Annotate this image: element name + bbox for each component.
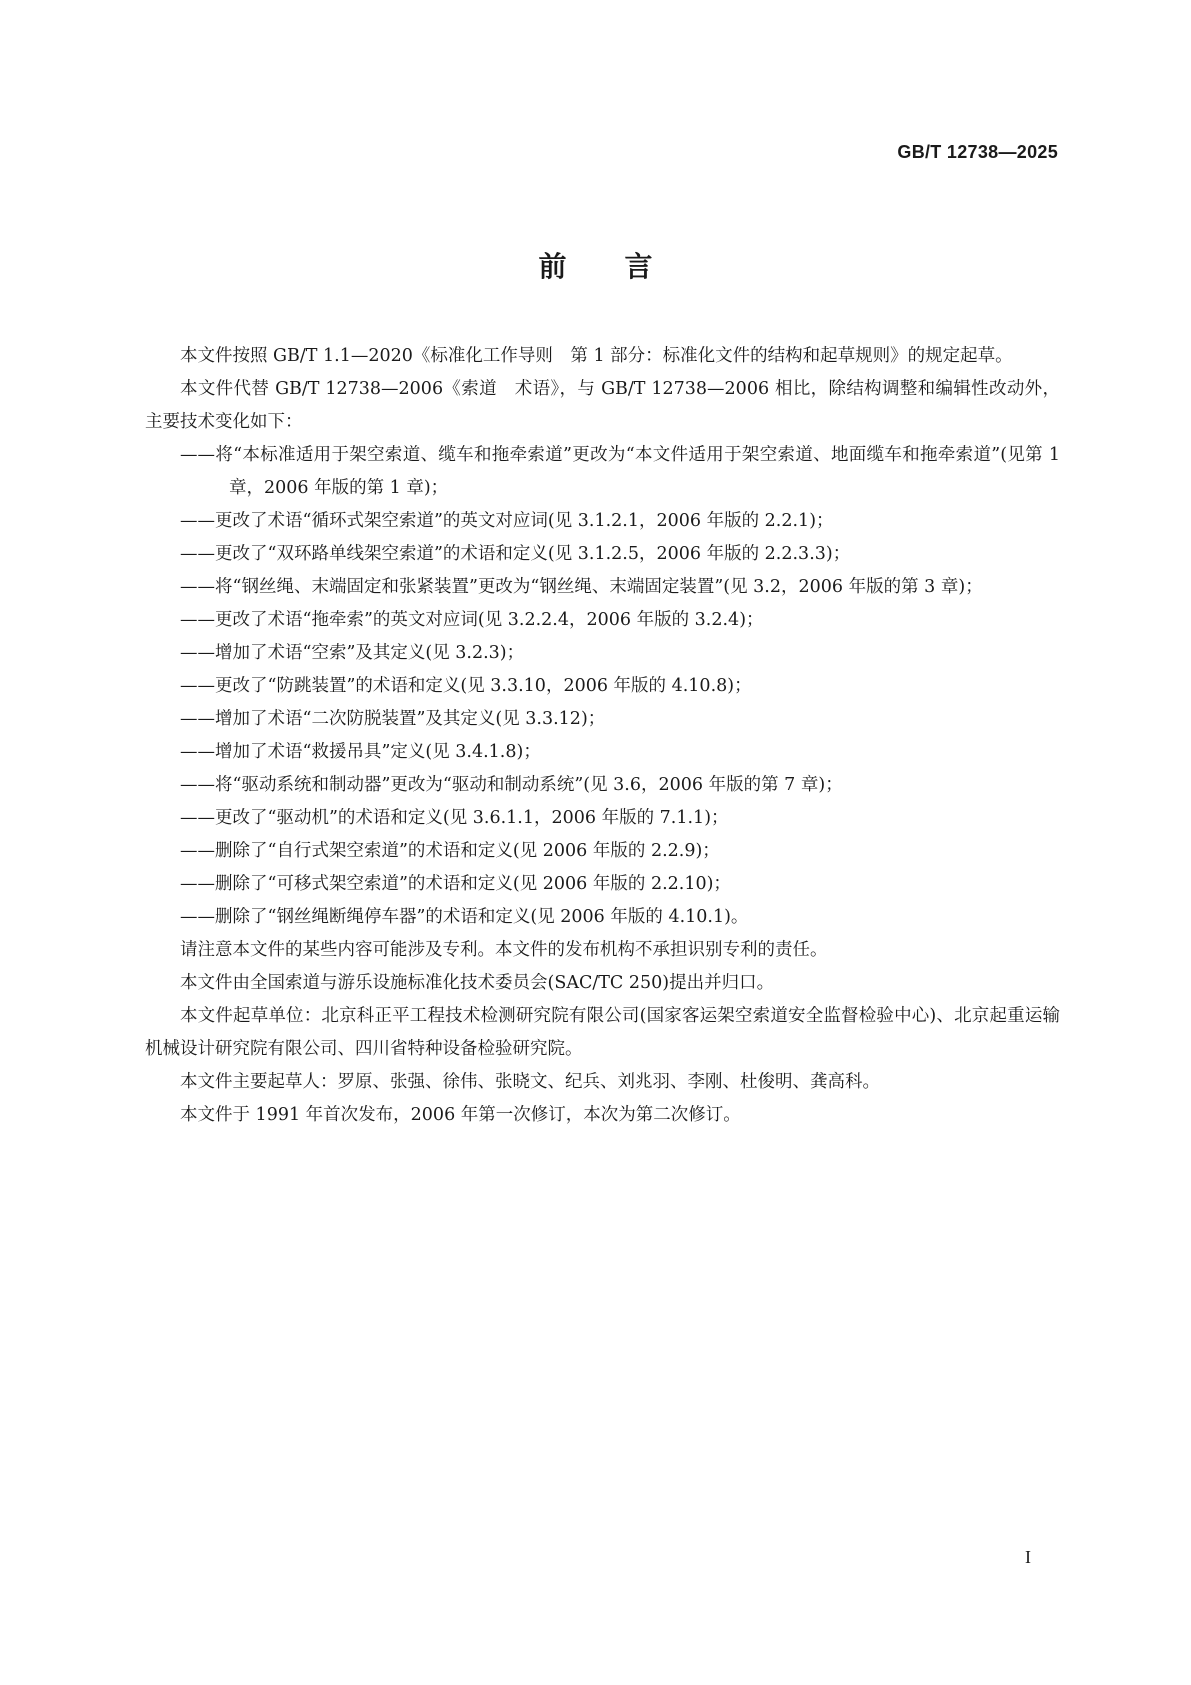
paragraph-drafters: 本文件主要起草人：罗原、张强、徐伟、张晓文、纪兵、刘兆羽、李刚、杜俊明、龚高科。	[180, 1072, 880, 1092]
paragraph-drafting-rules: 本文件按照 GB/T 1.1—2020《标准化工作导则 第 1 部分：标准化文件的结构和起草规则》的规定起草。	[180, 346, 1013, 366]
change-item: ——将“本标准适用于架空索道、缆车和拖牵索道”更改为“本文件适用于架空索道、地面缆车和拖牵索道”(见第 1 章，2006 年版的第 1 章)；	[180, 445, 1060, 498]
paragraph-history: 本文件于 1991 年首次发布，2006 年第一次修订，本次为第二次修订。	[180, 1105, 741, 1125]
page-number: I	[1025, 1547, 1031, 1567]
page-title: 前言	[538, 250, 711, 283]
change-item: ——删除了“可移式架空索道”的术语和定义(见 2006 年版的 2.2.10)；	[180, 874, 731, 894]
paragraph-drafting-organizations: 本文件起草单位：北京科正平工程技术检测研究院有限公司(国家客运架空索道安全监督检验中心)、北京起重运输机械设计研究院有限公司、四川省特种设备检验研究院。	[145, 1006, 1060, 1059]
change-item: ——更改了“驱动机”的术语和定义(见 3.6.1.1，2006 年版的 7.1.1)；	[180, 808, 729, 828]
paragraph-patent-notice: 请注意本文件的某些内容可能涉及专利。本文件的发布机构不承担识别专利的责任。	[180, 940, 828, 960]
document-code: GB/T 12738—2025	[897, 142, 1058, 162]
change-item: ——删除了“钢丝绳断绳停车器”的术语和定义(见 2006 年版的 4.10.1)。	[180, 907, 749, 927]
change-item: ——更改了术语“拖牵索”的英文对应词(见 3.2.2.4，2006 年版的 3.2.4)；	[180, 610, 764, 630]
change-item: ——增加了术语“空索”及其定义(见 3.2.3)；	[180, 643, 525, 663]
change-item: ——增加了术语“二次防脱装置”及其定义(见 3.3.12)；	[180, 709, 606, 729]
paragraph-replaces: 本文件代替 GB/T 12738—2006《索道 术语》，与 GB/T 12738—2006 相比，除结构调整和编辑性改动外，主要技术变化如下：	[145, 379, 1060, 432]
foreword-body	[145, 340, 1060, 1132]
paragraph-proposer: 本文件由全国索道与游乐设施标准化技术委员会(SAC/TC 250)提出并归口。	[180, 973, 775, 993]
change-item: ——增加了术语“救援吊具”定义(见 3.4.1.8)；	[180, 742, 541, 762]
change-item: ——将“驱动系统和制动器”更改为“驱动和制动系统”(见 3.6，2006 年版的第 7 章)；	[180, 775, 843, 795]
change-item: ——更改了“防跳装置”的术语和定义(见 3.3.10，2006 年版的 4.10.8)；	[180, 676, 752, 696]
change-item: ——更改了“双环路单线架空索道”的术语和定义(见 3.1.2.5，2006 年版的 2.2.3.3)；	[180, 544, 851, 564]
change-item: ——将“钢丝绳、末端固定和张紧装置”更改为“钢丝绳、末端固定装置”(见 3.2，2006 年版的第 3 章)；	[180, 577, 983, 597]
change-item: ——更改了术语“循环式架空索道”的英文对应词(见 3.1.2.1，2006 年版的 2.2.1)；	[180, 511, 834, 531]
change-item: ——删除了“自行式架空索道”的术语和定义(见 2006 年版的 2.2.9)；	[180, 841, 720, 861]
